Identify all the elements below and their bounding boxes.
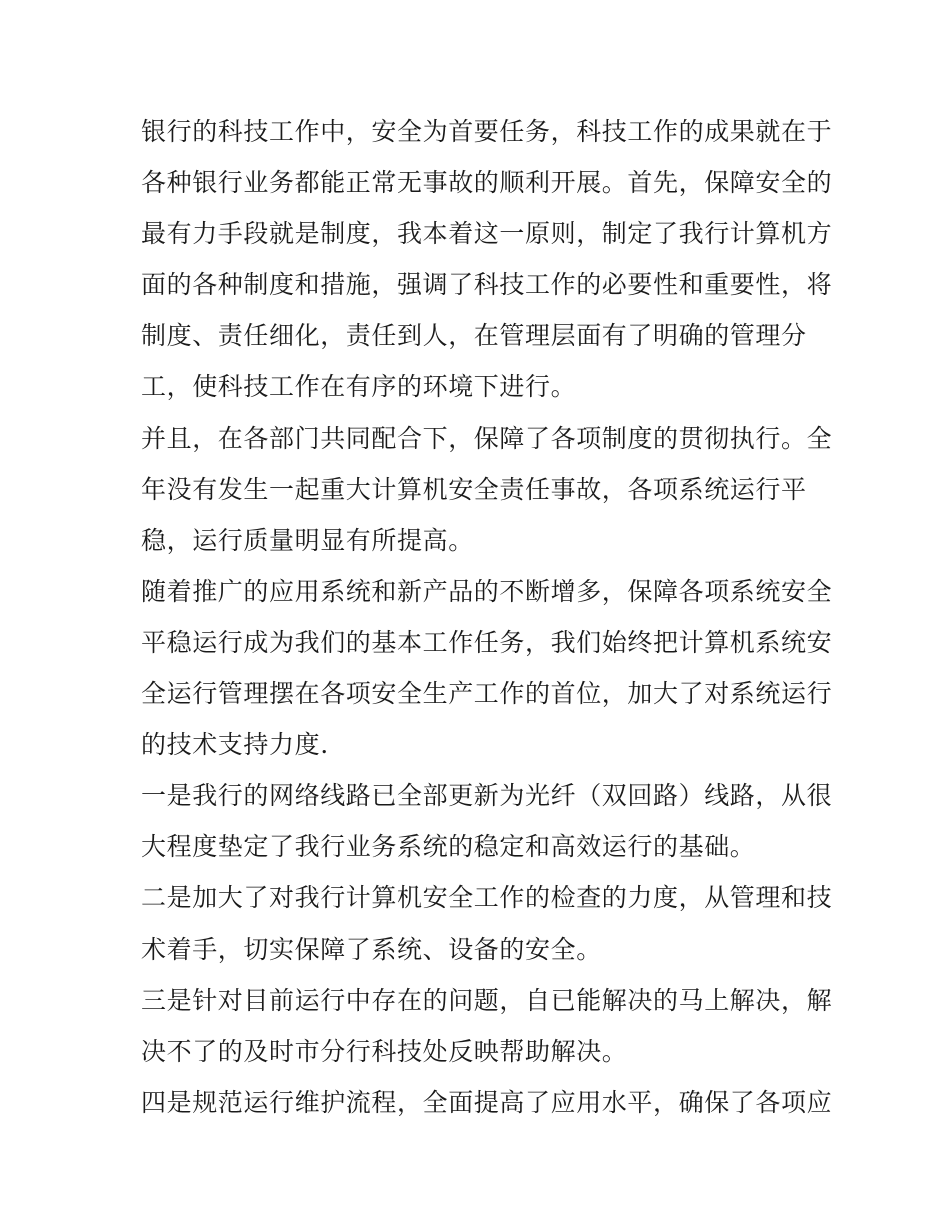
text-line: 银行的科技工作中，安全为首要任务，科技工作的成果就在于 [141,117,833,146]
text-line: 大程度垫定了我行业务系统的稳定和高效运行的基础。 [141,832,756,862]
text-line: 面的各种制度和措施，强调了科技工作的必要性和重要性，将 [141,270,833,300]
text-line: 四是规范运行维护流程，全面提高了应用水平，确保了各项应 [141,1087,833,1117]
text-line: 最有力手段就是制度，我本着这一原则，制定了我行计算机方 [141,219,833,249]
document-body [141,106,833,1128]
text-line: 一是我行的网络线路已全部更新为光纤（双回路）线路，从很 [141,781,833,811]
text-line: 各种银行业务都能正常无事故的顺利开展。首先，保障安全的 [141,168,833,198]
text-line: 二是加大了对我行计算机安全工作的检查的力度，从管理和技 [141,883,833,913]
text-line: 的技术支持力度. [141,730,329,760]
text-line: 术着手，切实保障了系统、设备的安全。 [141,934,602,964]
text-line: 年没有发生一起重大计算机安全责任事故，各项系统运行平 [141,474,807,504]
text-line: 制度、责任细化，责任到人，在管理层面有了明确的管理分 [141,321,807,351]
text-line: 随着推广的应用系统和新产品的不断增多，保障各项系统安全 [141,576,833,606]
text-line: 三是针对目前运行中存在的问题，自已能解决的马上解决，解 [141,985,833,1015]
text-line: 平稳运行成为我们的基本工作任务，我们始终把计算机系统安 [141,627,833,657]
text-line: 全运行管理摆在各项安全生产工作的首位，加大了对系统运行 [141,679,833,709]
text-line: 决不了的及时市分行科技处反映帮助解决。 [141,1036,628,1066]
text-line: 并且，在各部门共同配合下，保障了各项制度的贯彻执行。全 [141,423,833,453]
text-line: 工，使科技工作在有序的环境下进行。 [141,372,577,402]
text-line: 稳，运行质量明显有所提高。 [141,525,474,555]
